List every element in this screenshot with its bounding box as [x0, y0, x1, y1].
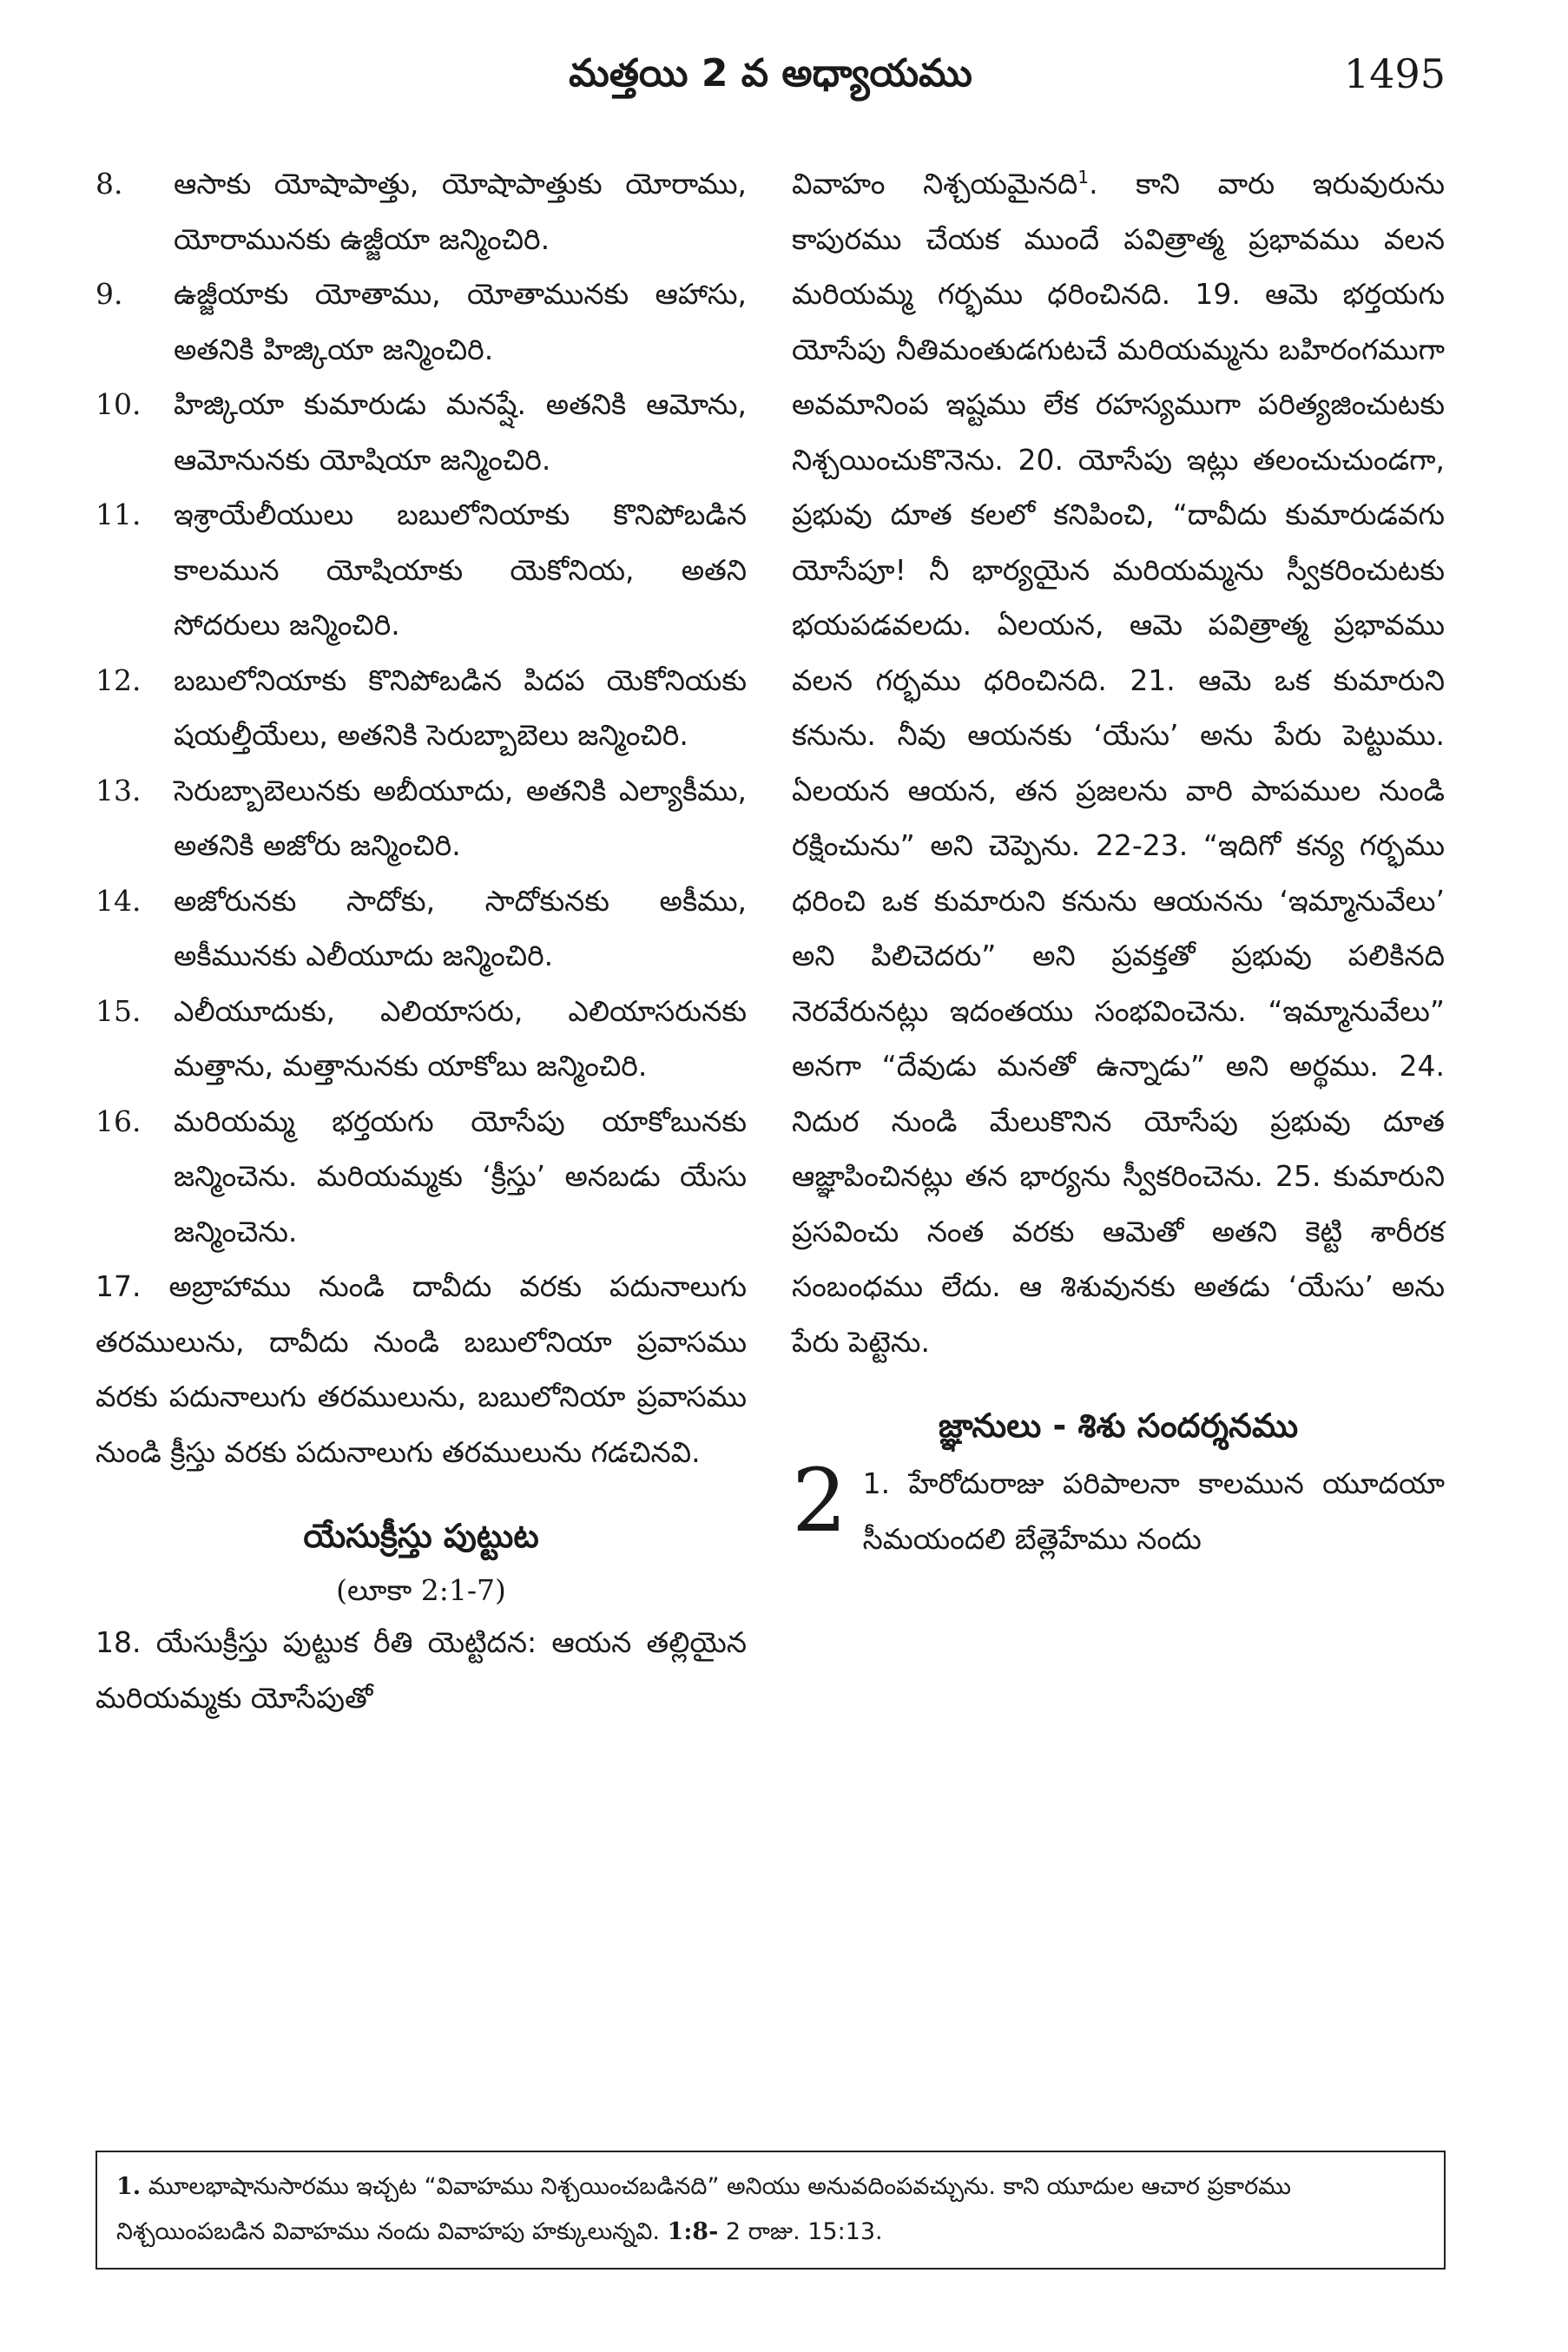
verse-16	[96, 1094, 747, 1260]
verse-17: 17. అబ్రాహాము నుండి దావీదు వరకు పదునాలుగు తరములును, దావీదు నుండి బబులోనియా ప్రవాసము వరకు పదునాలుగు తరములును, బబులోనియా ప్రవాసము నుండి క్రీస్తు వరకు పదునాలుగు తరములును గడచినవి.	[96, 1269, 747, 1469]
page-number: 1495	[1343, 50, 1446, 97]
verse-11	[96, 487, 747, 653]
footnote-box	[96, 2151, 1446, 2270]
section-heading-magi: జ్ఞానులు - శిశు సందర్శనము	[938, 1407, 1299, 1445]
section-gap	[96, 1479, 747, 1505]
verse-number: 12.	[96, 662, 142, 697]
verse-text: అజోరునకు సాదోకు, సాదోకునకు అకీము, అకీమునకు ఎలీయూదు జన్మించిరి.	[174, 883, 747, 972]
page-header	[96, 35, 1446, 113]
verse-text: మరియమ్మ భర్తయగు యోసేపు యాకోబునకు జన్మించెను. మరియమ్మకు ‘క్రీస్తు’ అనబడు యేసు జన్మించెను.	[174, 1104, 747, 1248]
footnote-text: మూలభాషానుసారము ఇచ్చట “వివాహము నిశ్చయించబడినది” అనియు అనువదింపవచ్చును. కాని యూదుల ఆచార ప్రకారము నిశ్చయింపబడిన వివాహము నందు వివాహపు హక్కులున్నవి.	[116, 2173, 1291, 2245]
verse-14	[96, 873, 747, 984]
verse-18: 18. యేసుక్రీస్తు పుట్టుక రీతి యెట్టిదన: ఆయన తల్లియైన మరియమ్మకు యోసేపుతో	[96, 1625, 747, 1715]
chapter-drop-cap: 2	[792, 1450, 847, 1552]
footnote-reference: 1:8-	[667, 2218, 719, 2245]
verse-text: హిజ్కియా కుమారుడు మనష్షే. అతనికి ఆమోను, ఆమోనునకు యోషియా జన్మించిరి.	[174, 387, 747, 477]
verse-number: 10.	[96, 387, 142, 421]
verse-12	[96, 653, 747, 763]
verse-text: సెరుబ్బాబెలునకు అబీయూదు, అతనికి ఎల్యాకీము, అతనికి అజోరు జన్మించిరి.	[174, 773, 747, 862]
verse-9	[96, 267, 747, 377]
verse-8	[96, 156, 747, 267]
verse-10	[96, 377, 747, 487]
continued-text-rest: . కాని వారు ఇరువురును కాపురము చేయక ముందే పవిత్రాత్మ ప్రభావము వలన మరియమ్మ గర్భము ధరించినది. 19. ఆమె భర్తయగు యోసేపు నీతిమంతుడగుటచే మరియమ్మను బహిరంగముగా అవమానింప ఇష్టము లేక రహస్యముగా పరిత్యజించుటకు నిశ్చయించుకొనెను. 20. యోసేపు ఇట్లు తలంచుచుండగా, ప్రభువు దూత కలలో కనిపించి, “దావీదు కుమారుడవగు యోసేపూ! నీ భార్యయైన మరియమ్మను స్వీకరించుటకు భయపడవలదు. ఏలయన, ఆమె పవిత్రాత్మ ప్రభావము వలన గర్భము ధరించినది. 21. ఆమె ఒక కుమారుని కనును. నీవు ఆయనకు ‘యేసు’ అను పేరు పెట్టుము. ఏలయన ఆయన, తన ప్రజలను వారి పాపముల నుండి రక్షించును” అని చెప్పెను. 22-23. “ఇదిగో కన్య గర్భము ధరించి ఒక కుమారుని కనును ఆయనను ‘ఇమ్మానువేలు’ అని పిలిచెదరు” అని ప్రవక్తతో ప్రభువు పలికినది నెరవేరునట్లు ఇదంతయు సంభవించెను. “ఇమ్మానువేలు” అనగా “దేవుడు మనతో ఉన్నాడు” అని అర్థము. 24. నిదుర నుండి మేలుకొనిన యోసేపు ప్రభువు దూత ఆజ్ఞాపించినట్లు తన భార్యను స్వీకరించెను. 25. కుమారుని ప్రసవించు నంత వరకు ఆమెతో అతని కెట్టి శారీరక సంబంధము లేదు. ఆ శిశువునకు అతడు ‘యేసు’ అను పేరు పెట్టెను.	[792, 167, 1446, 1359]
footnote-label: 1.	[116, 2173, 142, 2200]
footnote-reference-tail: 2 రాజు. 15:13.	[725, 2218, 883, 2245]
section-cross-reference: (లూకా 2:1-7)	[336, 1573, 506, 1607]
chapter-2-verse-1: 1. హేరోదురాజు పరిపాలనా కాలమున యూదయా సీమయందలి బేత్లెహేము నందు	[862, 1466, 1445, 1556]
chapter-2-opening	[792, 1450, 1445, 1566]
verse-text: ఆసాకు యోషాపాత్తు, యోషాపాత్తుకు యోరాము, యోరామునకు ఉజ్జీయా జన్మించిరి.	[174, 167, 747, 256]
verse-text: ఇశ్రాయేలీయులు బబులోనియాకు కొనిపోబడిన కాలమున యోషియాకు యెకోనియ, అతని సోదరులు జన్మించిరి.	[174, 497, 747, 642]
verse-number: 15.	[96, 993, 142, 1028]
verse-number: 13.	[96, 773, 142, 807]
footnote-marker: 1	[1077, 167, 1090, 188]
verse-text: బబులోనియాకు కొనిపోబడిన పిదప యెకోనియకు షయల్తీయేలు, అతనికి సెరుబ్బాబెలు జన్మించిరి.	[174, 662, 747, 752]
verse-number: 14.	[96, 883, 142, 918]
verse-number: 8.	[96, 167, 123, 201]
continued-text: వివాహం నిశ్చయమైనది	[792, 167, 1078, 201]
verse-15	[96, 984, 747, 1094]
verse-number: 9.	[96, 277, 123, 311]
section-heading-birth: యేసుక్రీస్తు పుట్టుట	[303, 1517, 539, 1555]
verse-number: 16.	[96, 1104, 142, 1138]
verse-text: ఎలీయూదుకు, ఎలియాసరు, ఎలియాసరునకు మత్తాను, మత్తానునకు యాకోబు జన్మించిరి.	[174, 993, 747, 1083]
chapter-title: మత్తయి 2 వ అధ్యాయము	[569, 51, 972, 96]
verse-text: ఉజ్జీయాకు యోతాము, యోతామునకు ఆహాసు, అతనికి హిజ్కియా జన్మించిరి.	[174, 277, 747, 366]
verse-number: 11.	[96, 497, 142, 531]
left-column	[96, 156, 747, 1725]
right-column	[792, 156, 1445, 1566]
section-gap	[792, 1369, 1445, 1395]
verses-18-25-continued	[792, 156, 1445, 1369]
verse-13	[96, 763, 747, 873]
